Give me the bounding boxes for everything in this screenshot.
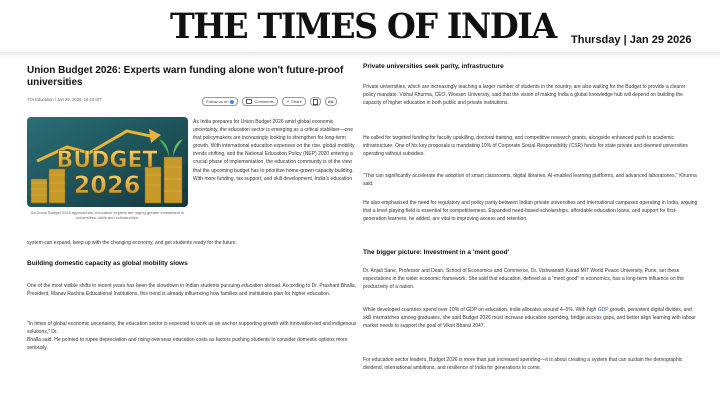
follow-label: Follow us on (206, 99, 229, 104)
paragraph: Private universities, which are increasingly teaching a larger number of students in the country, are also waiting for the Budget to provide a clearer policy mandate. Vishal Khurma, CEO, Woxsen University, said that the vision of making India a global knowledge hub will depend on building the capacity of higher education in both public and private institutions. (363, 84, 686, 107)
share-label: Share (291, 99, 302, 104)
intro-text: As India prepares for Union Budget 2026 amid global economic uncertainty, the education sector is emerging as a critical stabiliser—one that policymakers are increasingly looking to strengthen for long-term growth. With international education expenses on the rise, global mobility trends shifting, and the National Education Policy (NEP) 2020 entering a crucial phase of implementation, the education community is of the view that the upcoming budget has to prioritize home-grown capacity building. With more funding, tax support, and skill development, India's education (193, 119, 355, 182)
paragraph: "This can significantly accelerate the adoption of smart classrooms, digital libraries, AI-enabled learning platforms, and advanced laboratories," Khurma said. (363, 173, 697, 188)
section-private-p1 (363, 83, 698, 107)
intro-tail (27, 239, 357, 247)
text-size-button[interactable] (325, 97, 337, 106)
site-logo[interactable]: THE TIMES OF INDIA (170, 6, 556, 47)
article-headline: Union Budget 2026: Experts warn funding alone won't future-proof universities (27, 65, 344, 88)
section-heading-domestic: Building domestic capacity as global mobility slows (27, 260, 188, 267)
comments-label: Comments (254, 99, 274, 104)
comments-button[interactable] (242, 97, 277, 106)
section-bigger-p1 (363, 267, 698, 291)
intro-tail-text: system can expand, keep up with the changing economy, and get students ready for the future. (27, 240, 238, 246)
intro-paragraph (193, 118, 355, 183)
text-run: growth, persistent digital divides, and skill mismatches among graduates, she said Budget 2026 must increase education spending, bridge access gaps, and better align learning with labour market needs to support the goal of Viksit Bharat 2047. (363, 307, 696, 330)
budget-word: BUDGET (56, 148, 158, 173)
section-domestic-p1 (27, 282, 357, 298)
comment-icon (246, 99, 252, 104)
bookmark-icon (313, 99, 318, 105)
paragraph: "In times of global economic uncertainty, the education sector is expected to work as an anchor supporting growth with innovation-led and indigenous solutions," Dr. (27, 321, 357, 336)
share-icon: ↗ (285, 99, 290, 104)
share-button[interactable] (282, 97, 306, 106)
section-bigger-p3 (363, 356, 698, 372)
section-private-p4 (363, 199, 698, 223)
paragraph (363, 306, 698, 330)
paragraph: For education sector leaders, Budget 2026 is more than just increased spending—it is about creating a system that can sustain the demographic dividend, international ambitions, and resilience of India for generations to come. (363, 357, 683, 372)
year-word: 2026 (73, 171, 141, 199)
paragraph: He called for targeted funding for faculty upskilling, doctoral training, and competitive research grants, alongside enhanced push to academic infrastructure. One of his key proposals is mandating 10% of Corporate Social Responsibility (CSR) funds for state private and deemed universities operating without subsidies. (363, 135, 688, 158)
paragraph: One of the most visible shifts in recent years has been the slowdown in Indian students pursuing education abroad. According to Dr. Prashant Bhalla, President, Manav Rachna Educational Institutions, this trend is already influencing how families and institutions plan for higher education. (27, 283, 357, 298)
section-domestic-quote (27, 320, 362, 352)
article-byline: TOI Education / Jan 29, 2026, 16:10 IST (27, 97, 102, 102)
share-bar (202, 97, 337, 106)
bookmark-button[interactable] (310, 97, 321, 106)
section-heading-private: Private universities seek parity, infrastructure (363, 63, 504, 70)
masthead-date: Thursday | Jan 29 2026 (571, 34, 692, 46)
section-heading-bigger-picture: The bigger picture: Investment in a 'ment good' (363, 249, 510, 256)
paragraph: Dr. Anjali Sane, Professor and Dean, School of Economics and Commerce, Dr. Vishwanath Karad MIT World Peace University, Pune, set these expectations in the wider economic framework. She said that education, defined as a "merit good" in economics, has a long-term influence on the productivity of a nation. (363, 268, 684, 291)
budget-2026-illustration (27, 117, 188, 207)
section-bigger-p2 (363, 306, 698, 330)
image-caption: As Union Budget 2026 approaches, education experts are urging greater investment in universities, skills and scholarships. (30, 210, 185, 220)
google-news-icon (230, 100, 234, 104)
text-size-label: AA (327, 99, 334, 104)
article-hero-image (27, 117, 188, 207)
masthead-divider (0, 52, 720, 58)
paragraph: He also emphasised the need for regulatory and policy parity between Indian private universities and international campuses operating in India, arguing that a level playing field is essential for competitiveness. Expanded need-based scholarships, affordable education loans, and support for first-generation learners, he added, are vital to improving access and retention. (363, 200, 698, 223)
masthead (0, 0, 720, 56)
section-private-p3 (363, 172, 698, 188)
section-private-p2 (363, 134, 698, 158)
text-run: While developed countries spend over 10% of GDP on education, India allocates around 4–5%. With high (363, 307, 598, 313)
paragraph: Bhalla said. He pointed to rupee depreciation and rising overseas education costs as factors pushing students to consider domestic options more seriously. (27, 337, 348, 352)
follow-button[interactable] (202, 97, 238, 106)
gdp-link[interactable]: GDP (597, 307, 609, 313)
